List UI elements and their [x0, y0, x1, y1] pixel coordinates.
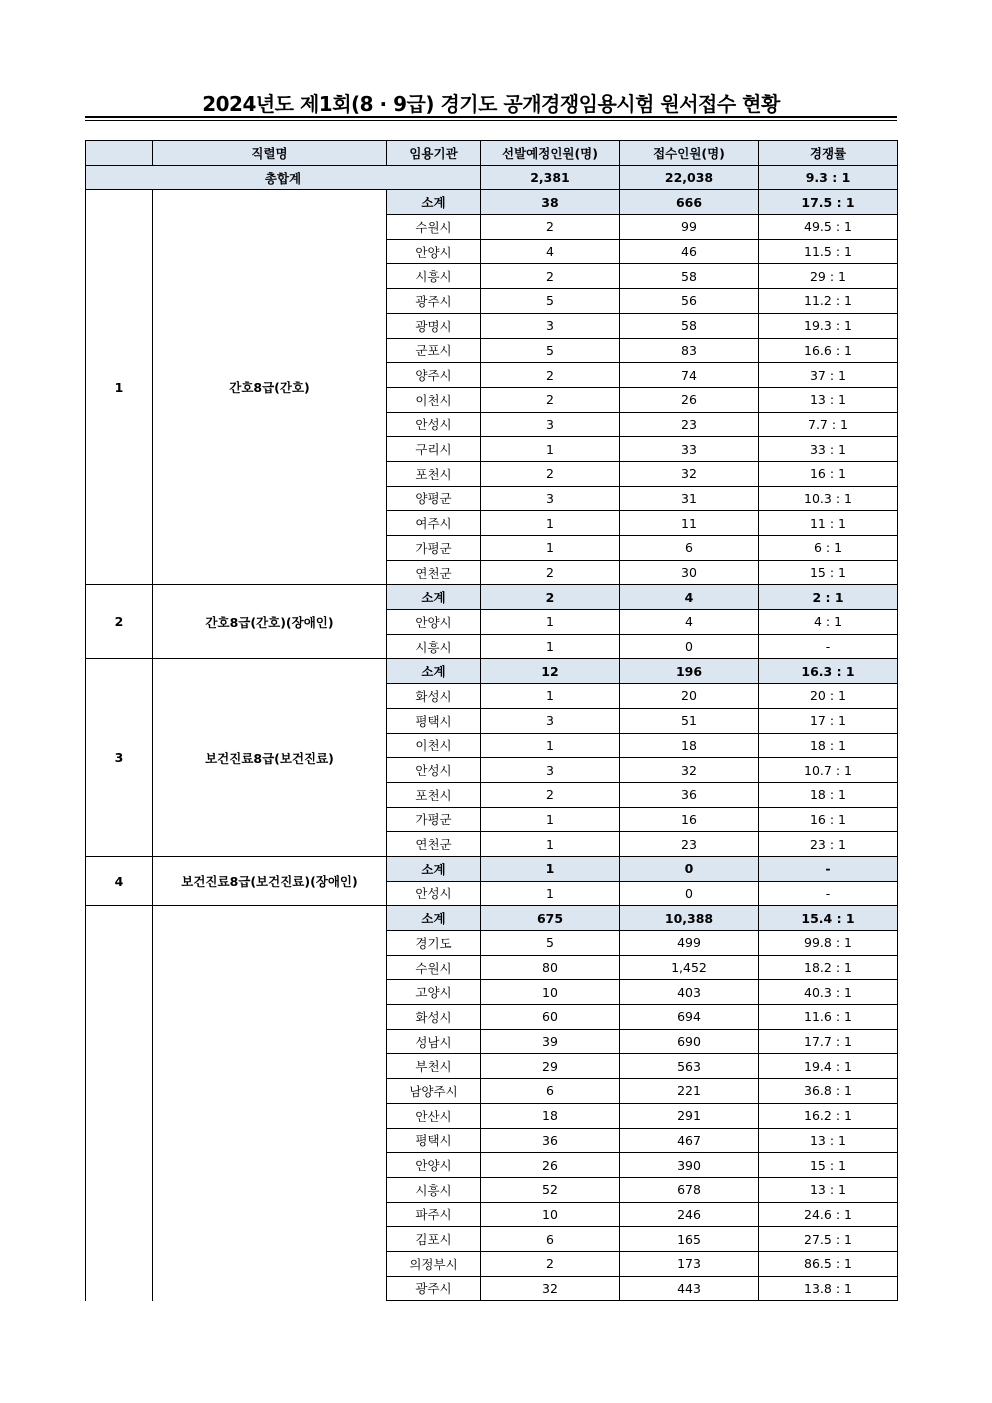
ratio-cell: 29 : 1	[759, 264, 898, 289]
grand-total-ratio: 9.3 : 1	[759, 165, 898, 190]
applicants-cell: 563	[620, 1054, 759, 1079]
applicants-cell: 443	[620, 1276, 759, 1301]
applicants-cell: 26	[620, 387, 759, 412]
planned-cell: 2	[481, 363, 620, 388]
agency-cell: 양평군	[387, 486, 481, 511]
applicants-cell: 74	[620, 363, 759, 388]
agency-cell: 수원시	[387, 215, 481, 240]
header-row	[86, 141, 898, 166]
applicants-cell: 83	[620, 338, 759, 363]
applicants-cell: 403	[620, 980, 759, 1005]
ratio-cell: 17 : 1	[759, 708, 898, 733]
applicants-cell: 165	[620, 1227, 759, 1252]
applicants-cell: 10,388	[620, 906, 759, 931]
agency-cell: 이천시	[387, 733, 481, 758]
planned-cell: 1	[481, 684, 620, 709]
ratio-cell: 24.6 : 1	[759, 1202, 898, 1227]
agency-cell: 파주시	[387, 1202, 481, 1227]
agency-cell: 안양시	[387, 610, 481, 635]
ratio-cell: 11.5 : 1	[759, 239, 898, 264]
applicants-cell: 36	[620, 782, 759, 807]
grand-total-applicants: 22,038	[620, 165, 759, 190]
planned-cell: 1	[481, 511, 620, 536]
ratio-cell: 4 : 1	[759, 610, 898, 635]
planned-cell: 1	[481, 437, 620, 462]
header-cell-agency: 임용기관	[387, 141, 481, 166]
ratio-cell: 13 : 1	[759, 1128, 898, 1153]
group-number: 3	[86, 659, 153, 857]
agency-cell: 소계	[387, 659, 481, 684]
group-number: 4	[86, 856, 153, 905]
ratio-cell: 15 : 1	[759, 560, 898, 585]
ratio-cell: 11 : 1	[759, 511, 898, 536]
ratio-cell: 13.8 : 1	[759, 1276, 898, 1301]
planned-cell: 4	[481, 239, 620, 264]
agency-cell: 가평군	[387, 536, 481, 561]
ratio-cell: 18 : 1	[759, 733, 898, 758]
agency-cell: 시흥시	[387, 264, 481, 289]
grand-total-label: 총합계	[86, 165, 481, 190]
ratio-cell: 36.8 : 1	[759, 1079, 898, 1104]
header-cell-no	[86, 141, 153, 166]
applicants-cell: 23	[620, 832, 759, 857]
subtotal-row	[86, 659, 898, 684]
applicants-cell: 246	[620, 1202, 759, 1227]
ratio-cell: 40.3 : 1	[759, 980, 898, 1005]
planned-cell: 1	[481, 733, 620, 758]
agency-cell: 양주시	[387, 363, 481, 388]
applicants-cell: 20	[620, 684, 759, 709]
applicants-cell: 18	[620, 733, 759, 758]
header-cell-job-series: 직렬명	[153, 141, 387, 166]
applicants-cell: 31	[620, 486, 759, 511]
planned-cell: 29	[481, 1054, 620, 1079]
ratio-cell: -	[759, 881, 898, 906]
planned-cell: 3	[481, 708, 620, 733]
agency-cell: 화성시	[387, 1005, 481, 1030]
ratio-cell: 19.3 : 1	[759, 313, 898, 338]
ratio-cell: 18.2 : 1	[759, 955, 898, 980]
ratio-cell: 19.4 : 1	[759, 1054, 898, 1079]
agency-cell: 광주시	[387, 289, 481, 314]
planned-cell: 1	[481, 610, 620, 635]
ratio-cell: 16 : 1	[759, 807, 898, 832]
applicants-cell: 690	[620, 1029, 759, 1054]
subtotal-row	[86, 585, 898, 610]
planned-cell: 6	[481, 1079, 620, 1104]
applicants-cell: 6	[620, 536, 759, 561]
group-job-series: 보건진료8급(보건진료)(장애인)	[153, 856, 387, 905]
agency-cell: 시흥시	[387, 634, 481, 659]
planned-cell: 2	[481, 461, 620, 486]
applicants-cell: 694	[620, 1005, 759, 1030]
planned-cell: 675	[481, 906, 620, 931]
ratio-cell: 15 : 1	[759, 1153, 898, 1178]
agency-cell: 구리시	[387, 437, 481, 462]
planned-cell: 60	[481, 1005, 620, 1030]
applicants-cell: 99	[620, 215, 759, 240]
group-number: 1	[86, 190, 153, 585]
ratio-cell: 13 : 1	[759, 1177, 898, 1202]
ratio-cell: 18 : 1	[759, 782, 898, 807]
applicants-cell: 4	[620, 610, 759, 635]
agency-cell: 고양시	[387, 980, 481, 1005]
ratio-cell: 16.3 : 1	[759, 659, 898, 684]
agency-cell: 의정부시	[387, 1251, 481, 1276]
planned-cell: 38	[481, 190, 620, 215]
agency-cell: 연천군	[387, 832, 481, 857]
agency-cell: 안성시	[387, 758, 481, 783]
group-job-series: 간호8급(간호)(장애인)	[153, 585, 387, 659]
planned-cell: 5	[481, 931, 620, 956]
ratio-cell: 99.8 : 1	[759, 931, 898, 956]
ratio-cell: 15.4 : 1	[759, 906, 898, 931]
planned-cell: 2	[481, 1251, 620, 1276]
ratio-cell: 13 : 1	[759, 387, 898, 412]
applicants-cell: 678	[620, 1177, 759, 1202]
title-underline	[85, 116, 897, 118]
agency-cell: 소계	[387, 856, 481, 881]
header-cell-planned: 선발예정인원(명)	[481, 141, 620, 166]
applicants-cell: 0	[620, 856, 759, 881]
ratio-cell: 23 : 1	[759, 832, 898, 857]
applicants-cell: 499	[620, 931, 759, 956]
ratio-cell: 17.7 : 1	[759, 1029, 898, 1054]
agency-cell: 평택시	[387, 1128, 481, 1153]
ratio-cell: 33 : 1	[759, 437, 898, 462]
grand-total-row	[86, 165, 898, 190]
agency-cell: 연천군	[387, 560, 481, 585]
application-status-table	[85, 140, 898, 1301]
planned-cell: 1	[481, 536, 620, 561]
ratio-cell: 27.5 : 1	[759, 1227, 898, 1252]
planned-cell: 1	[481, 832, 620, 857]
planned-cell: 1	[481, 881, 620, 906]
ratio-cell: -	[759, 856, 898, 881]
agency-cell: 이천시	[387, 387, 481, 412]
planned-cell: 3	[481, 412, 620, 437]
agency-cell: 성남시	[387, 1029, 481, 1054]
header-cell-ratio: 경쟁률	[759, 141, 898, 166]
planned-cell: 1	[481, 807, 620, 832]
applicants-cell: 173	[620, 1251, 759, 1276]
planned-cell: 2	[481, 782, 620, 807]
agency-cell: 수원시	[387, 955, 481, 980]
subtotal-row	[86, 190, 898, 215]
applicants-cell: 467	[620, 1128, 759, 1153]
ratio-cell: 7.7 : 1	[759, 412, 898, 437]
applicants-cell: 33	[620, 437, 759, 462]
planned-cell: 2	[481, 387, 620, 412]
agency-cell: 평택시	[387, 708, 481, 733]
ratio-cell: 6 : 1	[759, 536, 898, 561]
group-job-series: 간호8급(간호)	[153, 190, 387, 585]
header-cell-applicants: 접수인원(명)	[620, 141, 759, 166]
agency-cell: 소계	[387, 906, 481, 931]
planned-cell: 2	[481, 264, 620, 289]
agency-cell: 안성시	[387, 412, 481, 437]
agency-cell: 가평군	[387, 807, 481, 832]
ratio-cell: 10.7 : 1	[759, 758, 898, 783]
applicants-cell: 32	[620, 758, 759, 783]
agency-cell: 시흥시	[387, 1177, 481, 1202]
applicants-cell: 58	[620, 264, 759, 289]
planned-cell: 3	[481, 758, 620, 783]
applicants-cell: 390	[620, 1153, 759, 1178]
planned-cell: 5	[481, 338, 620, 363]
applicants-cell: 32	[620, 461, 759, 486]
planned-cell: 6	[481, 1227, 620, 1252]
ratio-cell: 17.5 : 1	[759, 190, 898, 215]
agency-cell: 소계	[387, 190, 481, 215]
subtotal-row	[86, 906, 898, 931]
agency-cell: 경기도	[387, 931, 481, 956]
planned-cell: 2	[481, 560, 620, 585]
planned-cell: 3	[481, 313, 620, 338]
planned-cell: 52	[481, 1177, 620, 1202]
planned-cell: 80	[481, 955, 620, 980]
agency-cell: 광명시	[387, 313, 481, 338]
group-number	[86, 906, 153, 1301]
ratio-cell: 37 : 1	[759, 363, 898, 388]
applicants-cell: 30	[620, 560, 759, 585]
title-underline-thin	[85, 120, 897, 121]
ratio-cell: 16.2 : 1	[759, 1103, 898, 1128]
planned-cell: 12	[481, 659, 620, 684]
ratio-cell: 49.5 : 1	[759, 215, 898, 240]
applicants-cell: 46	[620, 239, 759, 264]
applicants-cell: 51	[620, 708, 759, 733]
applicants-cell: 11	[620, 511, 759, 536]
planned-cell: 5	[481, 289, 620, 314]
ratio-cell: 2 : 1	[759, 585, 898, 610]
ratio-cell: -	[759, 634, 898, 659]
grand-total-planned: 2,381	[481, 165, 620, 190]
planned-cell: 1	[481, 634, 620, 659]
planned-cell: 36	[481, 1128, 620, 1153]
group-job-series: 보건진료8급(보건진료)	[153, 659, 387, 857]
agency-cell: 안양시	[387, 1153, 481, 1178]
planned-cell: 10	[481, 980, 620, 1005]
applicants-cell: 221	[620, 1079, 759, 1104]
subtotal-row	[86, 856, 898, 881]
ratio-cell: 16 : 1	[759, 461, 898, 486]
agency-cell: 포천시	[387, 461, 481, 486]
applicants-cell: 666	[620, 190, 759, 215]
agency-cell: 김포시	[387, 1227, 481, 1252]
planned-cell: 18	[481, 1103, 620, 1128]
group-job-series	[153, 906, 387, 1301]
agency-cell: 화성시	[387, 684, 481, 709]
planned-cell: 32	[481, 1276, 620, 1301]
agency-cell: 안양시	[387, 239, 481, 264]
agency-cell: 광주시	[387, 1276, 481, 1301]
applicants-cell: 0	[620, 634, 759, 659]
page-title: 2024년도 제1회(8 · 9급) 경기도 공개경쟁임용시험 원서접수 현황	[202, 92, 780, 116]
applicants-cell: 0	[620, 881, 759, 906]
planned-cell: 10	[481, 1202, 620, 1227]
ratio-cell: 11.6 : 1	[759, 1005, 898, 1030]
applicants-cell: 58	[620, 313, 759, 338]
planned-cell: 1	[481, 856, 620, 881]
planned-cell: 2	[481, 585, 620, 610]
planned-cell: 2	[481, 215, 620, 240]
agency-cell: 군포시	[387, 338, 481, 363]
applicants-cell: 4	[620, 585, 759, 610]
agency-cell: 부천시	[387, 1054, 481, 1079]
planned-cell: 39	[481, 1029, 620, 1054]
group-number: 2	[86, 585, 153, 659]
applicants-cell: 16	[620, 807, 759, 832]
agency-cell: 남양주시	[387, 1079, 481, 1104]
applicants-cell: 23	[620, 412, 759, 437]
agency-cell: 안성시	[387, 881, 481, 906]
planned-cell: 3	[481, 486, 620, 511]
applicants-cell: 291	[620, 1103, 759, 1128]
ratio-cell: 16.6 : 1	[759, 338, 898, 363]
table-body	[86, 141, 898, 1301]
planned-cell: 26	[481, 1153, 620, 1178]
agency-cell: 여주시	[387, 511, 481, 536]
agency-cell: 소계	[387, 585, 481, 610]
applicants-cell: 1,452	[620, 955, 759, 980]
agency-cell: 포천시	[387, 782, 481, 807]
ratio-cell: 20 : 1	[759, 684, 898, 709]
ratio-cell: 11.2 : 1	[759, 289, 898, 314]
agency-cell: 안산시	[387, 1103, 481, 1128]
applicants-cell: 196	[620, 659, 759, 684]
ratio-cell: 86.5 : 1	[759, 1251, 898, 1276]
applicants-cell: 56	[620, 289, 759, 314]
ratio-cell: 10.3 : 1	[759, 486, 898, 511]
